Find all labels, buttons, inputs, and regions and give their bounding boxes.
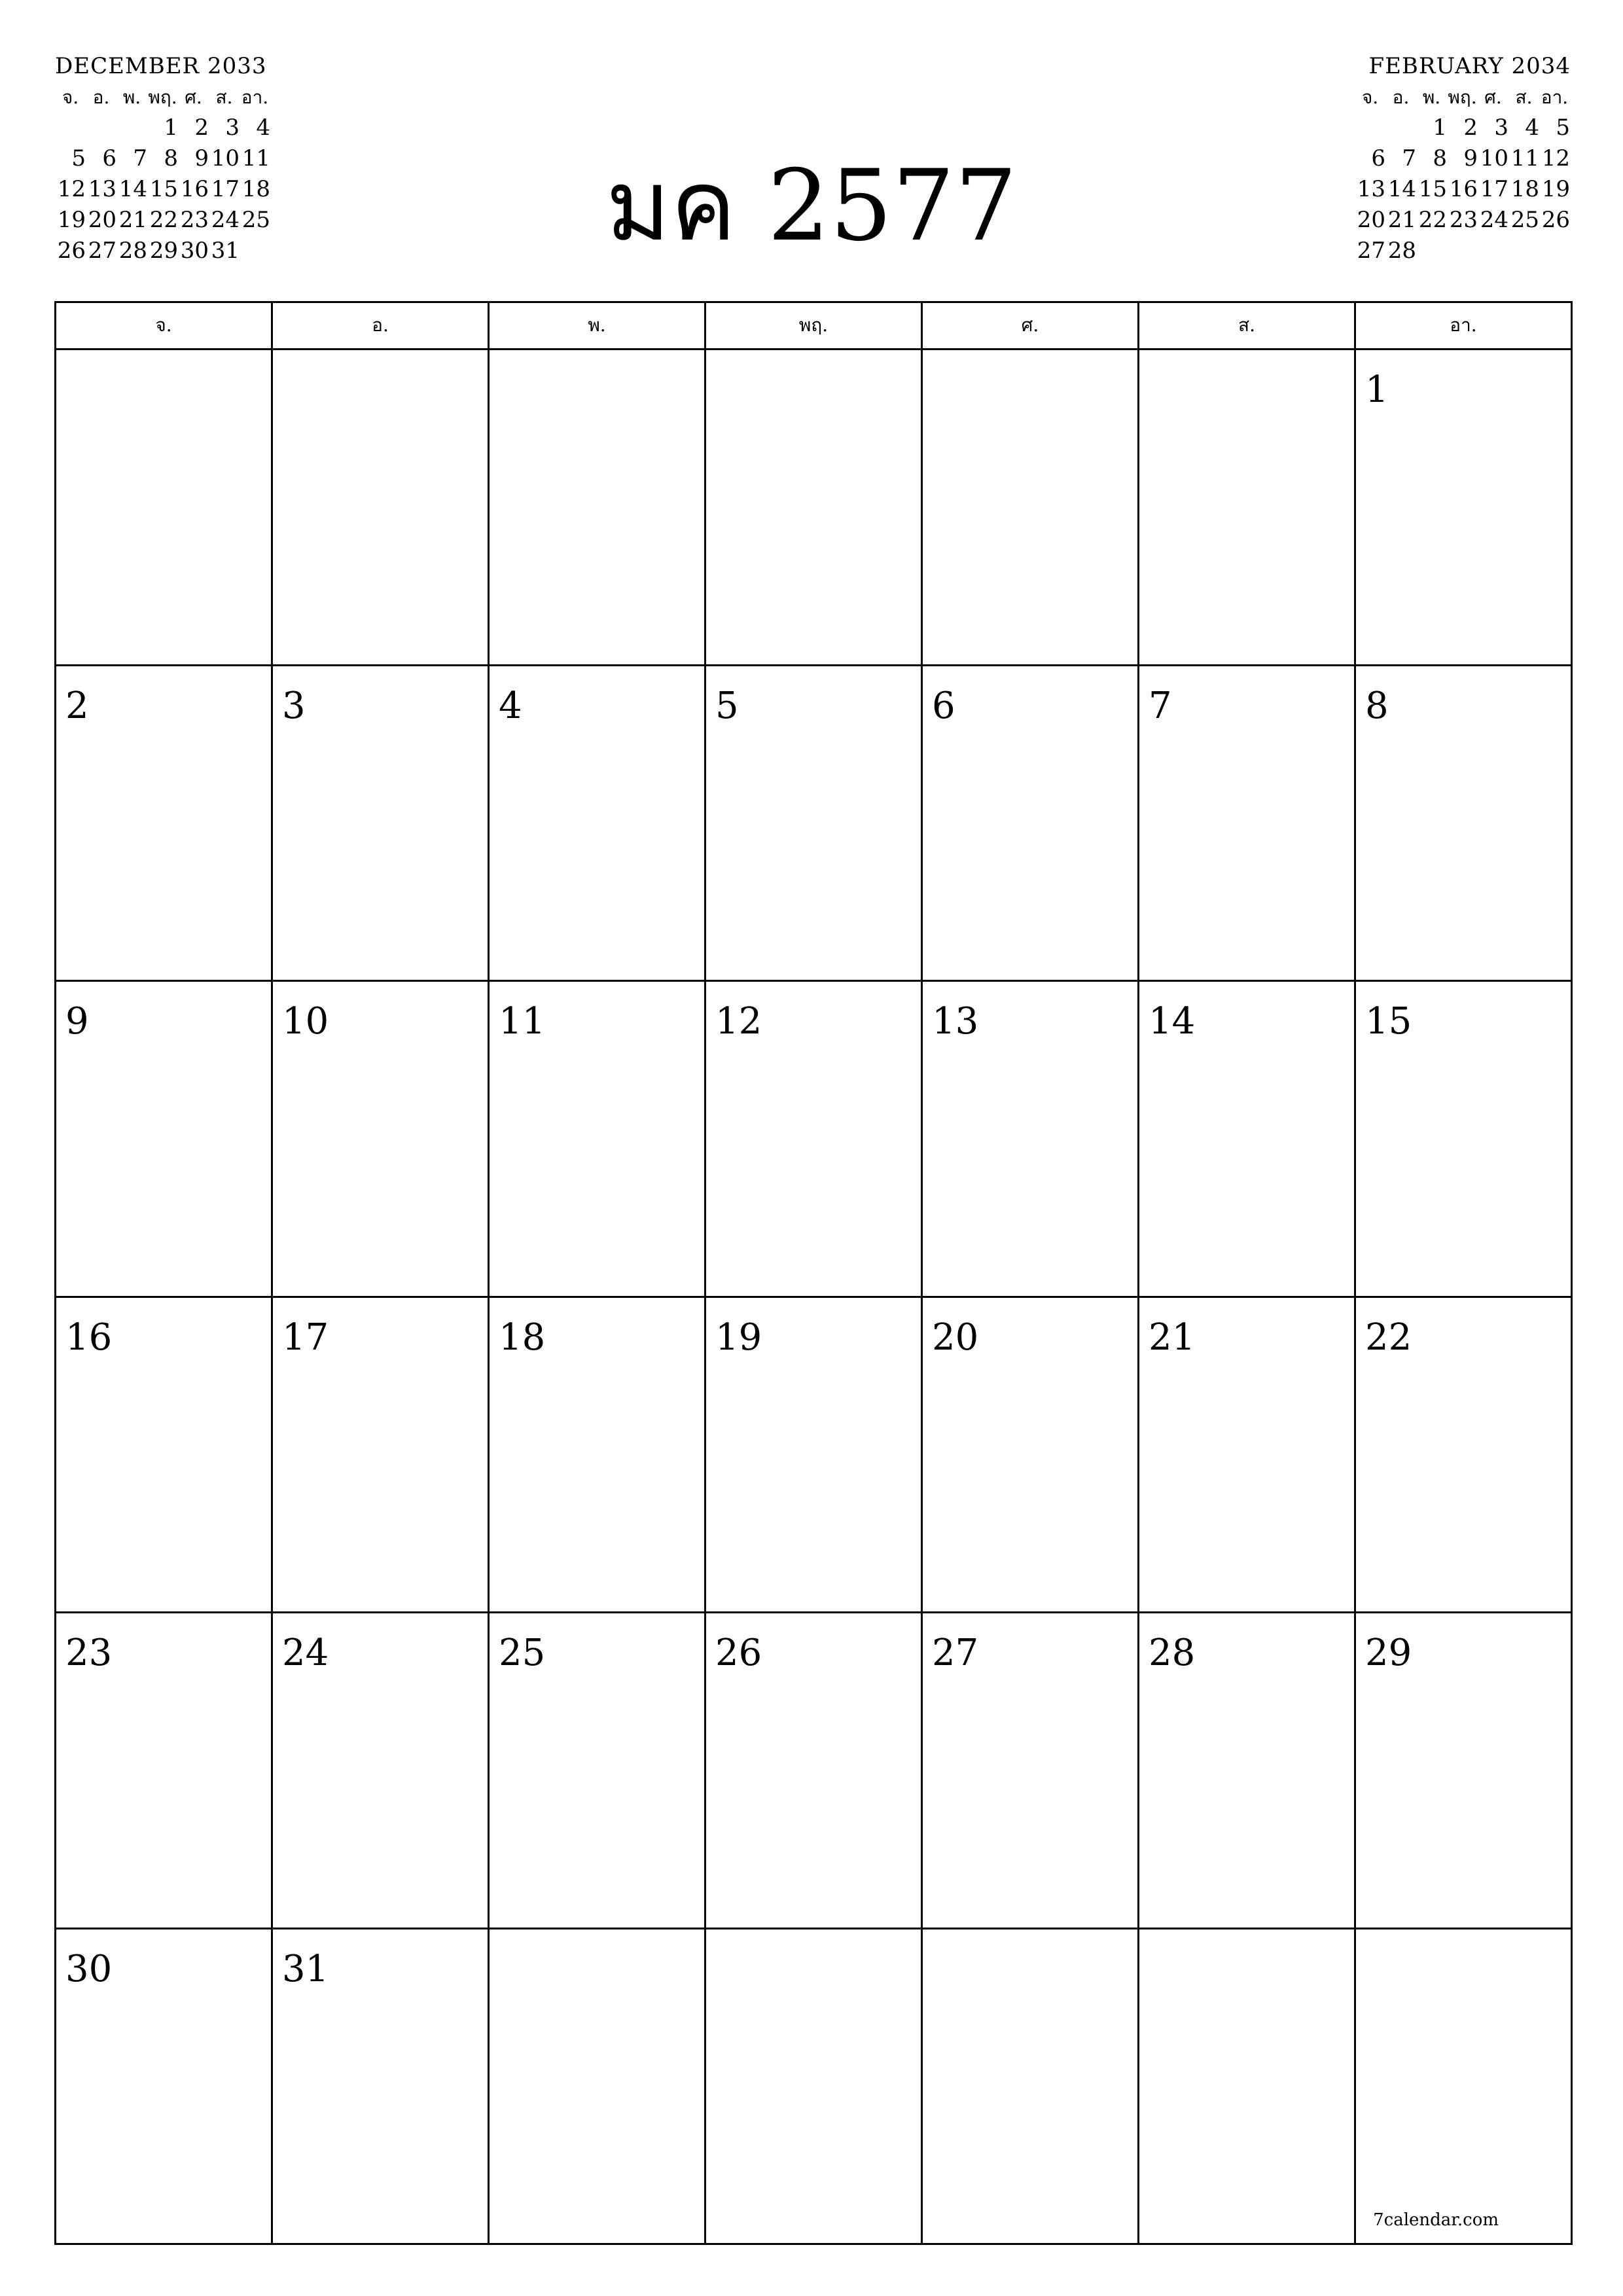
mini-weekday: ส.: [215, 86, 233, 108]
day-number: 1: [1365, 368, 1389, 411]
mini-day: 3: [1494, 115, 1508, 141]
weekday-header: อ.: [273, 303, 490, 350]
mini-day: 22: [1418, 207, 1447, 233]
day-cell[interactable]: [923, 666, 1139, 982]
mini-weekday: ศ.: [185, 86, 202, 108]
page-title: มค 2577: [605, 149, 1018, 263]
mini-day: 6: [102, 145, 116, 171]
day-cell[interactable]: [1139, 1613, 1356, 1929]
weekday-header: อา.: [1356, 303, 1573, 350]
mini-weekday: อา.: [241, 86, 269, 108]
mini-day: 13: [88, 176, 116, 202]
mini-day: 28: [1387, 238, 1416, 264]
mini-day: [1447, 236, 1478, 266]
mini-weekday: จ.: [62, 86, 79, 108]
mini-day: 5: [71, 145, 86, 171]
mini-weekday: อ.: [1392, 86, 1410, 108]
mini-day: 8: [1433, 145, 1447, 171]
day-cell[interactable]: [706, 982, 923, 1298]
mini-day: 17: [211, 176, 240, 202]
weekday-header: พ.: [490, 303, 706, 350]
day-cell[interactable]: [490, 1613, 706, 1929]
mini-day: 27: [1357, 238, 1385, 264]
mini-calendar-title: FEBRUARY 2034: [1368, 53, 1571, 79]
mini-day: 18: [1510, 176, 1539, 202]
day-number: 13: [932, 1000, 979, 1043]
mini-day: 11: [241, 145, 270, 171]
mini-day: 12: [1541, 145, 1570, 171]
mini-day: 19: [57, 207, 86, 233]
mini-day: 11: [1510, 145, 1539, 171]
day-number: 28: [1149, 1632, 1196, 1674]
mini-weekday-header: [1355, 82, 1571, 113]
day-cell[interactable]: [56, 666, 273, 982]
mini-day: 20: [1357, 207, 1385, 233]
mini-day: 1: [164, 115, 178, 141]
day-cell[interactable]: [1139, 1298, 1356, 1614]
mini-weekday: พฤ.: [148, 86, 177, 108]
mini-day: [1355, 113, 1385, 143]
day-number: 4: [499, 684, 522, 727]
mini-day: [55, 113, 86, 143]
mini-day: 31: [211, 238, 240, 264]
mini-day: 5: [1556, 115, 1570, 141]
day-number: 9: [65, 1000, 89, 1043]
day-cell[interactable]: [56, 1929, 273, 2246]
day-number: 11: [499, 1000, 546, 1043]
weekday-header: ส.: [1139, 303, 1356, 350]
mini-weekday: ส.: [1515, 86, 1533, 108]
day-cell[interactable]: [923, 1929, 1139, 2246]
mini-day: [1508, 236, 1539, 266]
day-cell[interactable]: [273, 350, 490, 666]
mini-calendar-next-month: [1355, 51, 1571, 266]
day-number: 17: [282, 1316, 329, 1359]
day-cell[interactable]: [706, 1929, 923, 2246]
mini-day: 25: [241, 207, 270, 233]
mini-day: 30: [180, 238, 209, 264]
mini-day: [1478, 236, 1508, 266]
mini-day: 12: [57, 176, 86, 202]
day-number: 23: [65, 1632, 113, 1674]
mini-day: [86, 113, 116, 143]
mini-day: 25: [1510, 207, 1539, 233]
day-cell[interactable]: [923, 982, 1139, 1298]
day-cell[interactable]: [1356, 350, 1573, 666]
mini-day: 4: [256, 115, 270, 141]
mini-weekday: อ.: [92, 86, 110, 108]
day-number: 15: [1365, 1000, 1412, 1043]
mini-day: 26: [57, 238, 86, 264]
mini-weekday-header: [55, 82, 271, 113]
mini-day: 24: [1480, 207, 1508, 233]
day-number: 31: [282, 1947, 329, 1990]
day-cell[interactable]: [490, 350, 706, 666]
mini-day: 15: [1418, 176, 1447, 202]
mini-day: 24: [211, 207, 240, 233]
mini-day: 2: [194, 115, 209, 141]
day-cell[interactable]: [1356, 666, 1573, 982]
mini-day: 18: [241, 176, 270, 202]
mini-day: 9: [1463, 145, 1478, 171]
mini-day: 26: [1541, 207, 1570, 233]
day-cell[interactable]: [923, 1298, 1139, 1614]
day-cell[interactable]: [490, 982, 706, 1298]
mini-day: 10: [211, 145, 240, 171]
mini-day: 19: [1541, 176, 1570, 202]
day-cell[interactable]: [273, 1929, 490, 2246]
mini-day: 14: [118, 176, 147, 202]
mini-day: 13: [1357, 176, 1385, 202]
day-number: 21: [1149, 1316, 1196, 1359]
day-cell[interactable]: [706, 1298, 923, 1614]
day-cell[interactable]: [56, 982, 273, 1298]
day-cell[interactable]: [1139, 350, 1356, 666]
day-cell[interactable]: [1356, 982, 1573, 1298]
day-cell[interactable]: [56, 1298, 273, 1614]
mini-day: 16: [1449, 176, 1478, 202]
mini-day: 14: [1387, 176, 1416, 202]
day-number: 26: [715, 1632, 762, 1674]
mini-day: 7: [1402, 145, 1416, 171]
day-cell[interactable]: [706, 666, 923, 982]
mini-day: 3: [225, 115, 240, 141]
mini-day: [116, 113, 147, 143]
weekday-header: จ.: [56, 303, 273, 350]
mini-day: 15: [149, 176, 178, 202]
day-number: 20: [932, 1316, 979, 1359]
day-number: 30: [65, 1947, 113, 1990]
day-cell[interactable]: [1356, 1929, 1573, 2246]
day-number: 22: [1365, 1316, 1412, 1359]
day-number: 12: [715, 1000, 762, 1043]
day-cell[interactable]: [706, 350, 923, 666]
mini-weekday: ศ.: [1484, 86, 1502, 108]
day-number: 14: [1149, 1000, 1196, 1043]
day-number: 29: [1365, 1632, 1412, 1674]
mini-day: 23: [1449, 207, 1478, 233]
day-number: 3: [282, 684, 306, 727]
day-number: 19: [715, 1316, 762, 1359]
mini-day: [1416, 236, 1447, 266]
day-number: 8: [1365, 684, 1389, 727]
day-cell[interactable]: [273, 1613, 490, 1929]
mini-weekday: พ.: [1422, 86, 1441, 108]
day-cell[interactable]: [923, 350, 1139, 666]
mini-day: 4: [1525, 115, 1539, 141]
weekday-header: ศ.: [923, 303, 1139, 350]
day-number: 10: [282, 1000, 329, 1043]
month-grid: [54, 301, 1573, 2245]
mini-day: 23: [180, 207, 209, 233]
weekday-header: พฤ.: [706, 303, 923, 350]
day-cell[interactable]: [1139, 1929, 1356, 2246]
mini-day: 2: [1463, 115, 1478, 141]
mini-day: [1539, 236, 1570, 266]
day-number: 16: [65, 1316, 113, 1359]
mini-day: 21: [1387, 207, 1416, 233]
day-cell[interactable]: [490, 1298, 706, 1614]
day-cell[interactable]: [490, 666, 706, 982]
mini-day: 9: [194, 145, 209, 171]
mini-day: 21: [118, 207, 147, 233]
mini-day: 7: [133, 145, 147, 171]
mini-day: 28: [118, 238, 147, 264]
day-cell[interactable]: [273, 982, 490, 1298]
mini-day: 29: [149, 238, 178, 264]
mini-day: 8: [164, 145, 178, 171]
mini-calendar-title: DECEMBER 2033: [55, 53, 267, 79]
day-cell[interactable]: [273, 1298, 490, 1614]
day-cell[interactable]: [706, 1613, 923, 1929]
mini-day: 1: [1433, 115, 1447, 141]
mini-day: 10: [1480, 145, 1508, 171]
mini-day: [1385, 113, 1416, 143]
mini-day: 27: [88, 238, 116, 264]
mini-days-grid: [1355, 113, 1571, 266]
mini-weekday: อา.: [1541, 86, 1569, 108]
mini-day: 22: [149, 207, 178, 233]
day-cell[interactable]: [1356, 1298, 1573, 1614]
day-number: 5: [715, 684, 739, 727]
day-number: 7: [1149, 684, 1172, 727]
mini-day: 17: [1480, 176, 1508, 202]
day-cell[interactable]: [1139, 666, 1356, 982]
day-cell[interactable]: [273, 666, 490, 982]
mini-weekday: พฤ.: [1448, 86, 1477, 108]
day-number: 2: [65, 684, 89, 727]
mini-day: 20: [88, 207, 116, 233]
day-cell[interactable]: [490, 1929, 706, 2246]
mini-day: 16: [180, 176, 209, 202]
day-number: 6: [932, 684, 955, 727]
day-number: 24: [282, 1632, 329, 1674]
day-cell[interactable]: [1356, 1613, 1573, 1929]
watermark: 7calendar.com: [1373, 2210, 1499, 2230]
day-cell[interactable]: [1139, 982, 1356, 1298]
day-number: 27: [932, 1632, 979, 1674]
mini-day: 6: [1371, 145, 1385, 171]
mini-weekday: พ.: [122, 86, 141, 108]
day-cell[interactable]: [923, 1613, 1139, 1929]
day-cell[interactable]: [56, 1613, 273, 1929]
day-number: 18: [499, 1316, 546, 1359]
day-cell[interactable]: [56, 350, 273, 666]
mini-weekday: จ.: [1361, 86, 1379, 108]
day-number: 25: [499, 1632, 546, 1674]
